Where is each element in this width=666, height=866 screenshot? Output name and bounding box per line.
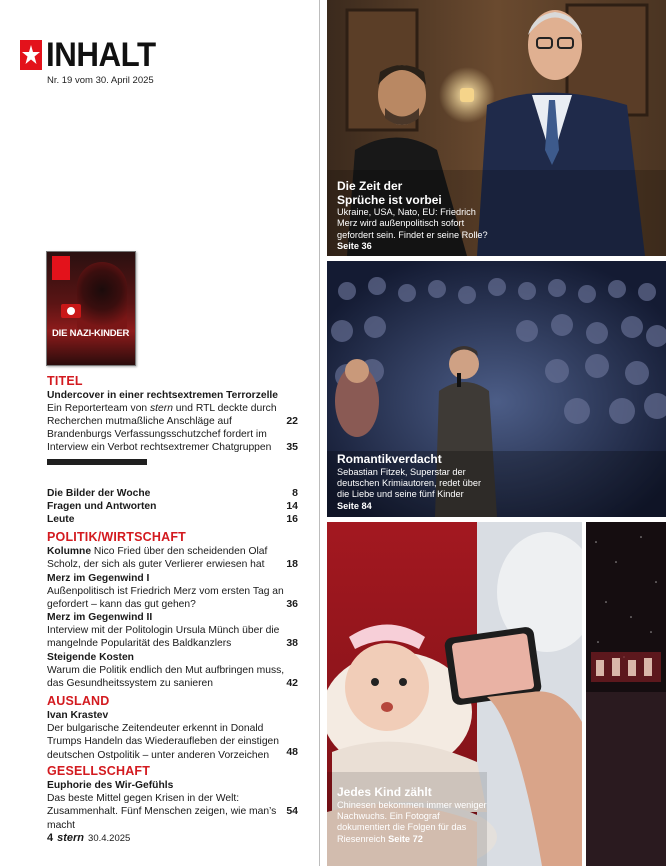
- photo-caption: [337, 786, 487, 845]
- toc-entry-merz-2[interactable]: [47, 611, 297, 651]
- footer-brand: stern: [57, 832, 85, 844]
- footer-page-number: 4: [47, 832, 54, 844]
- page-number: 54: [286, 805, 298, 817]
- section-heading-ausland: AUSLAND: [47, 694, 110, 708]
- caption-headline: Die Zeit der: [337, 179, 403, 193]
- footer-date: 30.4.2025: [88, 833, 131, 844]
- cover-armband: [61, 304, 81, 318]
- toc-entry-undercover[interactable]: [47, 389, 297, 429]
- page-number: 36: [286, 598, 298, 610]
- cover-thumbnail[interactable]: [46, 251, 136, 366]
- entry-text: Warum die Politik endlich den Mut aufbringen muss, das Gesundheitssystem zu sanieren: [47, 665, 285, 690]
- entry-headline: Merz im Gegenwind II: [47, 612, 153, 623]
- cover-figure: [77, 262, 127, 332]
- entry-headline: Euphorie des Wir-Gefühls: [47, 780, 174, 791]
- toc-entry-bilder[interactable]: [47, 487, 297, 500]
- page-number: 48: [286, 746, 298, 758]
- caption-text: Ukraine, USA, Nato, EU: Friedrich Merz wird außenpolitisch sofort gefordert sein. Findet er seine Rolle?: [337, 207, 488, 240]
- entry-text: Das beste Mittel gegen Krisen in der Welt: Zusammenhalt. Fünf Menschen zeigen, wie man’s macht: [47, 793, 277, 831]
- entry-text: Außenpolitisch ist Friedrich Merz vom ersten Tag an gefordert – kann das gut gehen?: [47, 586, 284, 611]
- section-heading-gesellschaft: GESELLSCHAFT: [47, 764, 151, 778]
- page-number: 42: [286, 677, 298, 689]
- entry-text: Interview mit der Politologin Ursula Münch über die mangelnde Popularität des Baldkanzlers: [47, 625, 280, 650]
- toc-entry-kolumne[interactable]: [47, 545, 297, 571]
- entry-headline: Steigende Kosten: [47, 652, 134, 663]
- section-heading-titel: TITEL: [47, 374, 83, 388]
- entry-text: Nico Fried über den scheidenden Olaf Scholz, der sich als guter Verlierer erwiesen hat: [47, 546, 268, 571]
- contents-column: [0, 0, 320, 866]
- entry-headline: Ivan Krastev: [47, 710, 109, 721]
- photo-caption: [337, 180, 497, 253]
- caption-text: Sebastian Fitzek, Superstar der deutschen Krimiautoren, redet über die Liebe und seine fünf Kinder: [337, 466, 482, 500]
- toc-entry-kosten[interactable]: [47, 651, 297, 691]
- photo-baby-china[interactable]: [327, 522, 582, 866]
- page-title: INHALT: [46, 36, 156, 74]
- entry-headline: Merz im Gegenwind I: [47, 573, 150, 584]
- page-footer: [47, 832, 130, 844]
- photo-caption: [337, 453, 487, 512]
- cover-title: DIE NAZI-KINDER: [52, 328, 130, 339]
- entry-headline: Leute: [47, 514, 75, 525]
- entry-text: Ein Reporterteam von: [47, 403, 151, 415]
- caption-headline: Romantikverdacht: [337, 452, 442, 466]
- issue-date: Nr. 19 vom 30. April 2025: [47, 75, 154, 86]
- divider-bar: [47, 459, 147, 465]
- section-heading-politik: POLITIK/WIRTSCHAFT: [47, 530, 187, 544]
- photo-fitzek-audience[interactable]: [327, 261, 666, 517]
- page-number: 16: [286, 513, 298, 525]
- toc-entry-verfassungsschutz[interactable]: [47, 428, 297, 454]
- toc-entry-leute[interactable]: [47, 513, 297, 526]
- page-number: 22: [286, 415, 298, 427]
- column-divider: [319, 0, 320, 866]
- page-number: 38: [286, 637, 298, 649]
- cover-logo-icon: [52, 256, 70, 280]
- page-number: 35: [286, 441, 298, 453]
- entry-headline: Undercover in einer rechtsextremen Terrorzelle: [47, 390, 279, 401]
- entry-headline: Fragen und Antworten: [47, 501, 157, 512]
- caption-headline: Jedes Kind zählt: [337, 785, 432, 799]
- page-number: 14: [286, 500, 298, 512]
- caption-page-ref: Seite 72: [388, 833, 423, 844]
- caption-text: Chinesen bekommen immer weniger Nachwuchs. Ein Fotograf dokumentiert die Folgen für das Riesenreich: [337, 799, 487, 844]
- caption-headline: Sprüche ist vorbei: [337, 192, 442, 207]
- toc-entry-fragen[interactable]: [47, 500, 297, 513]
- caption-page-ref: Seite 84: [337, 500, 372, 511]
- caption-page-ref: Seite 36: [337, 241, 372, 252]
- photo-stage-strip[interactable]: [586, 522, 666, 866]
- toc-entry-merz-1[interactable]: [47, 572, 297, 612]
- entry-headline: Kolumne: [47, 546, 92, 557]
- masthead: [20, 36, 165, 74]
- photo-merz-selenskyj[interactable]: [327, 0, 666, 256]
- entry-headline: Die Bilder der Woche: [47, 488, 151, 499]
- page-number: 8: [292, 487, 298, 499]
- entry-text: Der bulgarische Zeitendeuter erkennt in Donald Trumps Handeln das Wiederaufleben der einstigen deutschen Ostpolitik – unter anderen Vorzeichen: [47, 723, 280, 761]
- toc-entry-krastev[interactable]: [47, 709, 297, 762]
- entry-text: Brandenburgs Verfassungsschutzchef fordert im Interview ein Verbot rechtsextremer Chatgruppen: [47, 429, 272, 454]
- toc-entry-wir-gefuehl[interactable]: [47, 779, 297, 832]
- entry-text-em: stern: [150, 403, 173, 415]
- stern-star-icon: [20, 40, 42, 70]
- entry-text: und RTL deckte durch Recherchen mutmaßliche Anschläge auf: [47, 403, 277, 428]
- page-number: 18: [286, 558, 298, 570]
